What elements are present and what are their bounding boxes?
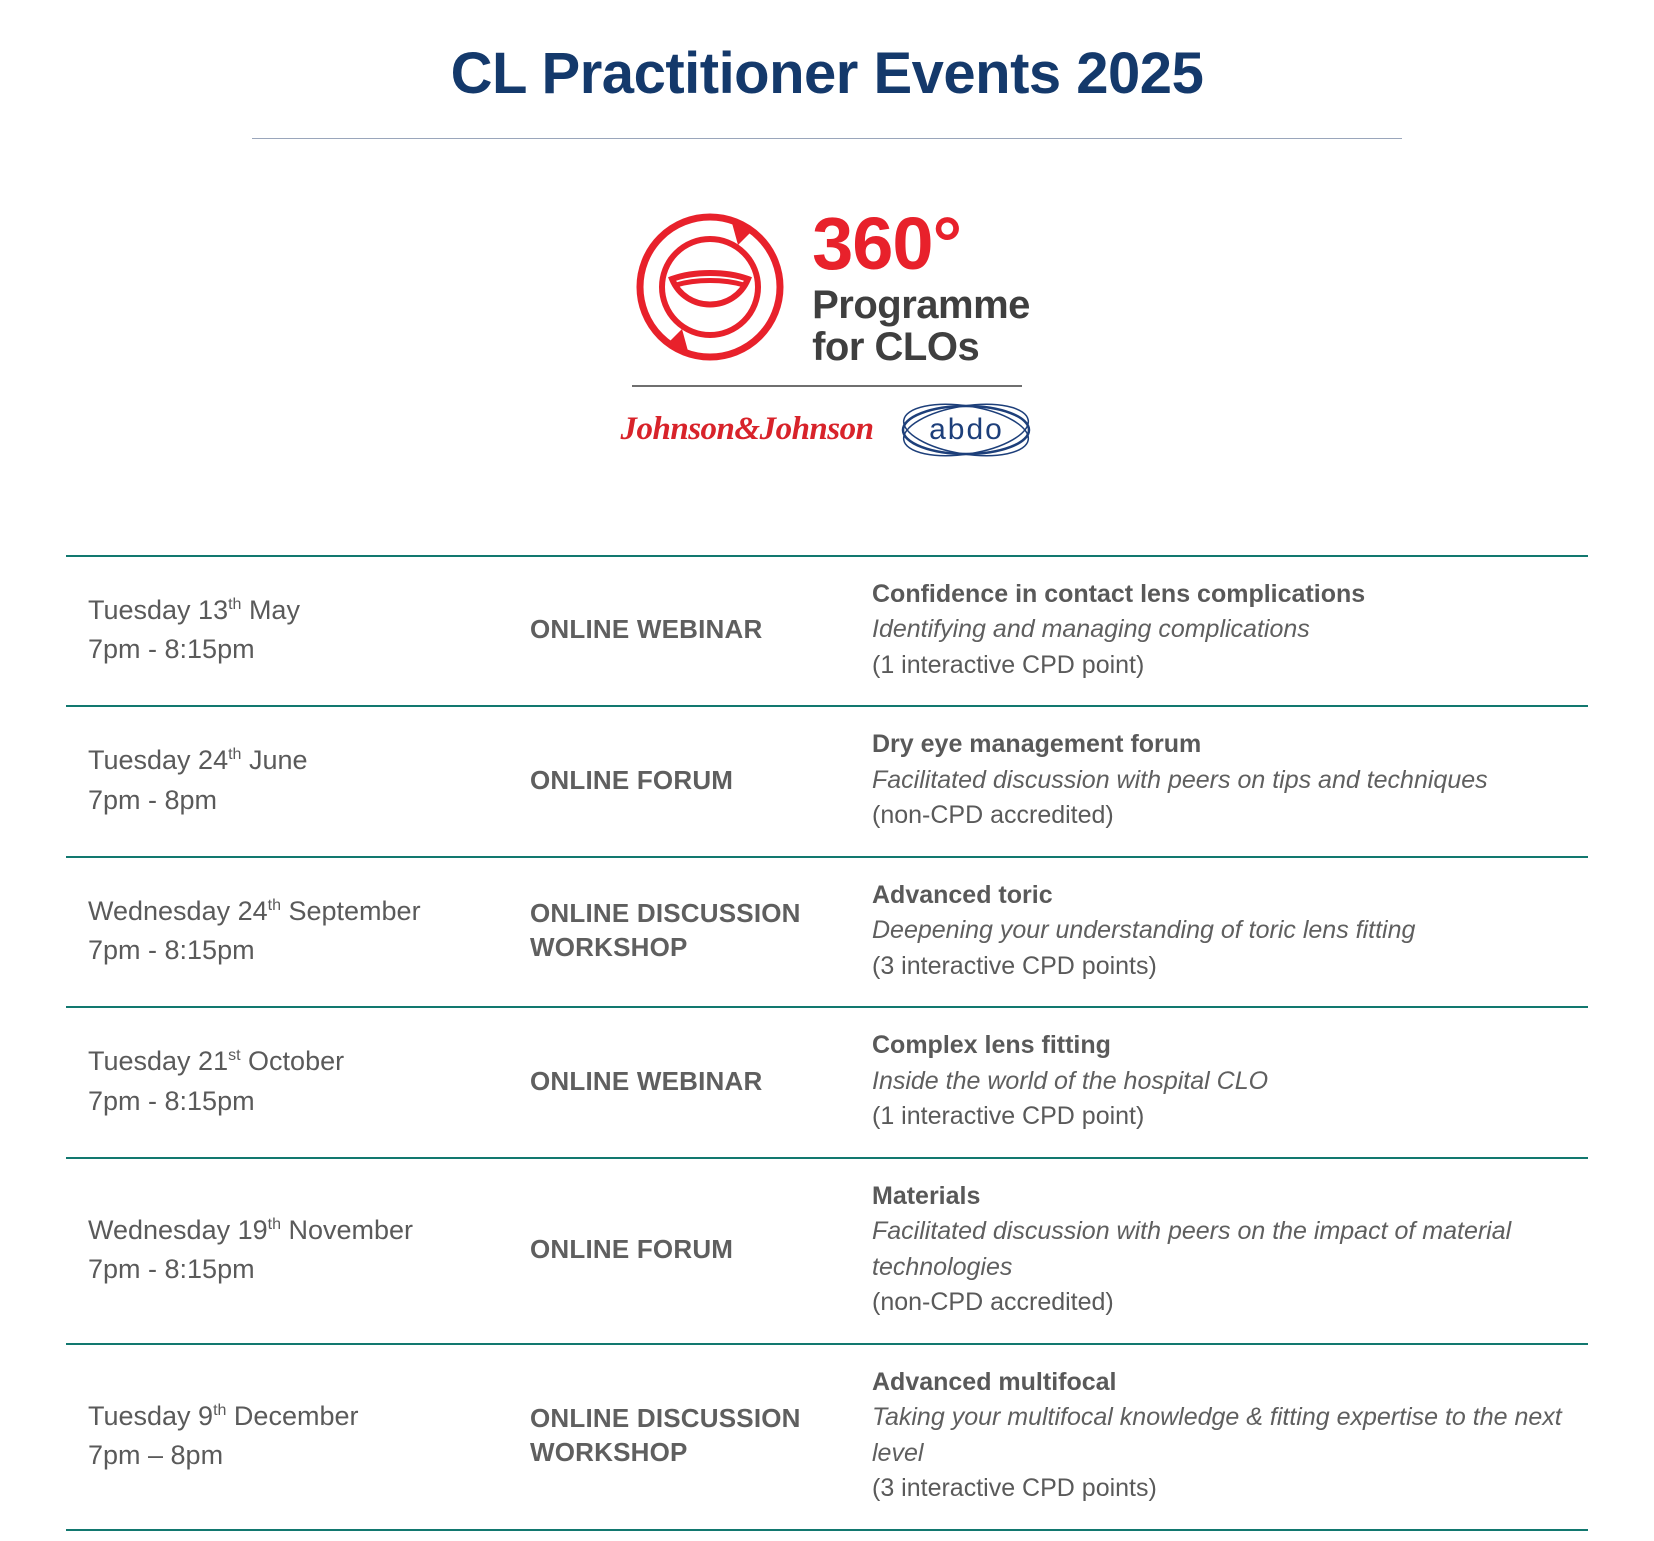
document-header: [0, 0, 1654, 139]
event-date-ordinal: th: [267, 1215, 281, 1233]
event-date-cell: [66, 857, 524, 1008]
page-title: CL Practitioner Events 2025: [450, 41, 1204, 106]
event-subtitle: Deepening your understanding of toric lens fitting: [872, 916, 1416, 945]
event-title: Confidence in contact lens complications: [872, 579, 1366, 608]
programme-logo: [0, 201, 1654, 459]
event-time: 7pm - 8:15pm: [88, 1253, 255, 1284]
event-description-cell: [866, 556, 1588, 707]
event-cpd-note: (3 interactive CPD points): [872, 1474, 1157, 1503]
event-date-text: Tuesday 9: [88, 1400, 214, 1431]
table-row: [66, 556, 1588, 707]
event-cpd-note: (1 interactive CPD point): [872, 1102, 1145, 1131]
event-type: ONLINE DISCUSSION WORKSHOP: [530, 898, 801, 963]
event-date-ordinal: st: [228, 1047, 241, 1065]
event-date-cell: [66, 1158, 524, 1344]
event-description-cell: [866, 1007, 1588, 1158]
brand-360-text: [812, 201, 1030, 369]
table-row: [66, 1158, 1588, 1344]
event-date: [88, 591, 518, 630]
event-title: Advanced toric: [872, 880, 1053, 909]
event-title: Advanced multifocal: [872, 1367, 1117, 1396]
brand-degrees: 360°: [812, 201, 962, 285]
event-cpd-note: (3 interactive CPD points): [872, 951, 1157, 980]
event-date-month: June: [241, 745, 308, 776]
event-time: 7pm - 8:15pm: [88, 935, 255, 966]
event-subtitle: Inside the world of the hospital CLO: [872, 1066, 1269, 1095]
brand-line2: for CLOs: [812, 324, 980, 369]
event-date-text: Wednesday 19: [88, 1214, 268, 1245]
event-time: 7pm – 8pm: [88, 1439, 224, 1470]
event-date-month: November: [280, 1214, 414, 1245]
event-date: [88, 741, 518, 780]
event-type: ONLINE DISCUSSION WORKSHOP: [530, 1403, 801, 1467]
contact-lens-360-icon: [624, 201, 796, 373]
event-date-text: Tuesday 24: [88, 745, 229, 776]
event-date: [88, 1042, 518, 1081]
event-type: ONLINE FORUM: [530, 764, 734, 795]
event-title: Dry eye management forum: [872, 730, 1202, 759]
event-date-month: October: [240, 1046, 345, 1077]
logo-partners: [621, 401, 1034, 459]
event-date-month: September: [280, 895, 421, 926]
event-description-cell: [866, 706, 1588, 857]
logo-divider: [632, 385, 1022, 387]
event-subtitle: Facilitated discussion with peers on the impact of material technologies: [872, 1217, 1512, 1281]
event-date-text: Tuesday 13: [88, 594, 229, 625]
table-row: [66, 706, 1588, 857]
event-type: ONLINE WEBINAR: [530, 614, 763, 645]
event-time: 7pm - 8:15pm: [88, 634, 255, 665]
event-cpd-note: (non-CPD accredited): [872, 1288, 1114, 1317]
table-row: [66, 1344, 1588, 1530]
title-divider: [252, 138, 1402, 139]
event-date-text: Wednesday 24: [88, 895, 268, 926]
johnson-and-johnson-logo: Johnson&Johnson: [620, 411, 874, 448]
event-date-ordinal: th: [213, 1401, 227, 1419]
event-time: 7pm - 8pm: [88, 784, 218, 815]
event-description-cell: [866, 1158, 1588, 1344]
event-title: Materials: [872, 1181, 981, 1210]
event-date: [88, 892, 518, 931]
table-row: [66, 1007, 1588, 1158]
event-date: [88, 1211, 518, 1250]
event-date: [88, 1397, 518, 1436]
events-table-body: [66, 556, 1588, 1530]
event-type: ONLINE FORUM: [530, 1233, 734, 1264]
event-subtitle: Facilitated discussion with peers on tips and techniques: [872, 765, 1488, 794]
event-cpd-note: (non-CPD accredited): [872, 801, 1114, 830]
event-type: ONLINE WEBINAR: [530, 1065, 763, 1096]
event-subtitle: Taking your multifocal knowledge & fitting expertise to the next level: [872, 1403, 1562, 1467]
event-date-month: December: [226, 1400, 359, 1431]
event-date-cell: [66, 706, 524, 857]
event-cpd-note: (1 interactive CPD point): [872, 650, 1145, 679]
event-date-cell: [66, 556, 524, 707]
events-table: [66, 555, 1588, 1531]
event-date-text: Tuesday 21: [88, 1046, 229, 1077]
event-description-cell: [866, 1344, 1588, 1530]
abdo-logo: [899, 401, 1033, 459]
abdo-logo-text: abdo: [929, 412, 1004, 446]
event-date-ordinal: th: [228, 746, 242, 764]
event-subtitle: Identifying and managing complications: [872, 615, 1310, 644]
event-time: 7pm - 8:15pm: [88, 1085, 255, 1116]
event-date-month: May: [241, 594, 300, 625]
event-date-cell: [66, 1007, 524, 1158]
brand-line1: Programme: [812, 282, 1030, 327]
table-row: [66, 857, 1588, 1008]
event-date-ordinal: th: [267, 896, 281, 914]
event-description-cell: [866, 857, 1588, 1008]
event-date-cell: [66, 1344, 524, 1530]
event-title: Complex lens fitting: [872, 1031, 1111, 1060]
event-date-ordinal: th: [228, 595, 242, 613]
logo-top-row: [624, 201, 1030, 373]
